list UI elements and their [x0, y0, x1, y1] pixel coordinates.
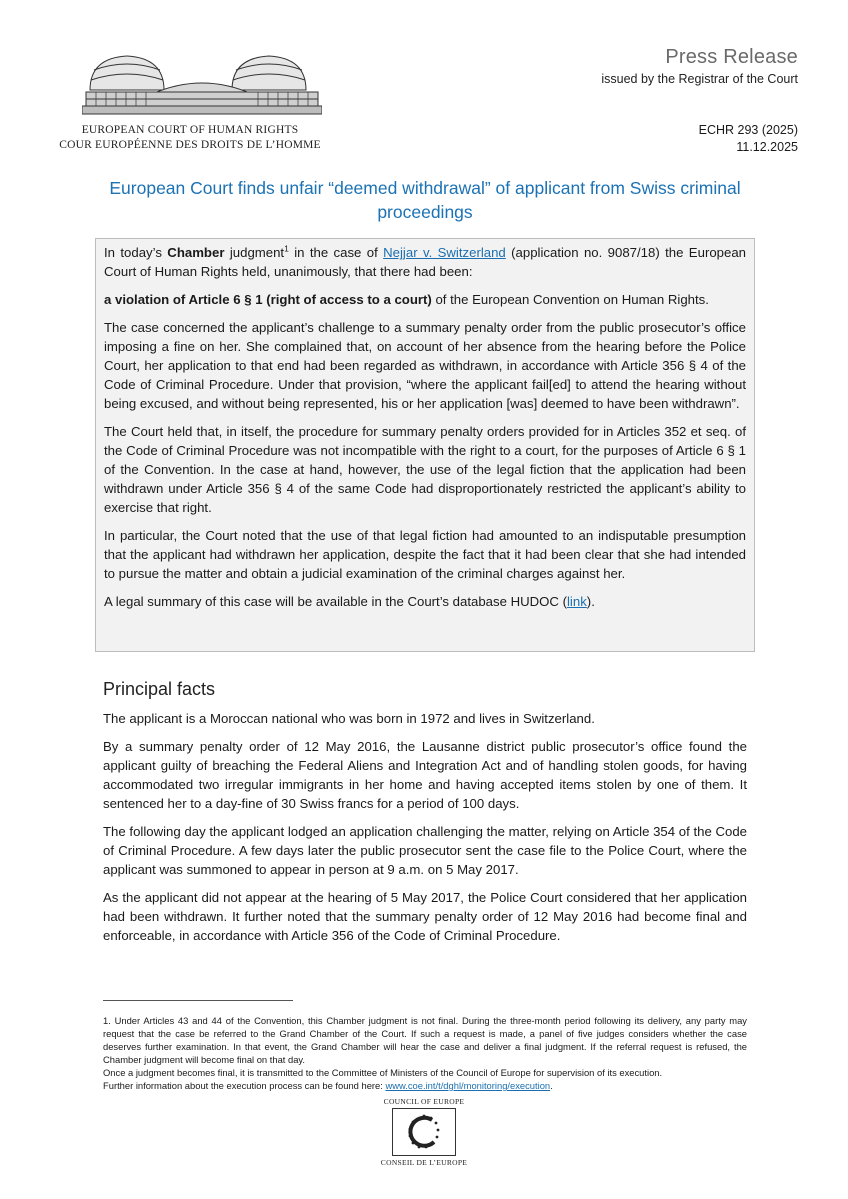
violation-paragraph	[104, 290, 746, 309]
text-run: A legal summary of this case will be available in the Court’s database HUDOC (	[104, 594, 567, 609]
summary-paragraph: The case concerned the applicant’s challenge to a summary penalty order from the public prosecutor’s office imposing a fine on her. She complained that, on account of her absence from the hearing before the Police Court, her application to that end had been regarded as withdrawn, in accordance with Article 356 § 4 of the Code of Criminal Procedure. Under that provision, “where the applicant fail[ed] to attend the hearing without being excused, and without being represented, his or her application [was] deemed to have been withdrawn”.	[104, 320, 746, 411]
summary-paragraph	[104, 243, 746, 281]
facts-paragraph: By a summary penalty order of 12 May 2016, the Lausanne district public prosecutor’s office found the applicant guilty of breaching the Federal Aliens and Integration Act and of handling stolen goods, for having accommodated two irregular immigrants in her home and having accepted items stolen by one of them. It sentenced her to a day-fine of 30 Swiss francs for a period of 100 days.	[103, 739, 747, 811]
text-run: in the case of	[288, 245, 384, 260]
footnote-text: Once a judgment becomes final, it is transmitted to the Committee of Ministers of the Council of Europe for supervision of its execution.	[103, 1067, 663, 1078]
text-run: Further information about the execution process can be found here:	[103, 1080, 386, 1091]
facts-paragraph: The applicant is a Moroccan national who was born in 1972 and lives in Switzerland.	[103, 711, 595, 726]
footnote-text	[103, 1079, 747, 1092]
text-run: .	[550, 1080, 553, 1091]
hudoc-paragraph	[104, 592, 746, 611]
text-run: of the European Convention on Human Rights.	[431, 292, 709, 307]
summary-paragraph: In particular, the Court noted that the use of that legal fiction had amounted to an indisputable presumption that the applicant had withdrawn her application, despite the fact that it had been clear that she had intended to pursue the matter and obtain a judicial examination of the criminal charges against her.	[104, 528, 746, 581]
chamber-label: Chamber	[167, 245, 225, 260]
footnote-text: 1. Under Articles 43 and 44 of the Convention, this Chamber judgment is not final. During the three-month period following its delivery, any party may request that the case be referred to the Grand Chamber of the Court. If such a request is made, a panel of five judges considers whether the case deserves further examination. In that event, the Grand Chamber will hear the case and deliver a final judgment. If the referral request is refused, the Chamber judgment will become final on that day.	[103, 1015, 747, 1065]
summary-box	[95, 238, 755, 652]
text-run: (application no. 9087/18) the European Court of Human Rights held, unanimously, that there had been:	[104, 245, 747, 279]
court-name-french: COUR EUROPÉENNE DES DROITS DE L’HOMME	[59, 139, 321, 151]
text-run: judgment	[224, 245, 285, 260]
press-release-subtitle: issued by the Registrar of the Court	[601, 72, 798, 86]
principal-facts-body	[103, 709, 747, 954]
council-of-europe-label: COUNCIL OF EUROPE	[383, 1097, 465, 1106]
reference-number: ECHR 293 (2025)	[698, 123, 798, 137]
summary-paragraph: The Court held that, in itself, the procedure for summary penalty orders provided for in Articles 352 et seq. of the Code of Criminal Procedure was not incompatible with the right to a court, for the purposes of Article 6 § 1 of the Convention. In the case at hand, however, the use of the legal fiction that the application had been withdrawn under Article 356 § 4 of the same Code had disproportionately restricted the applicant’s ability to exercise that right.	[104, 424, 746, 515]
facts-paragraph: The following day the applicant lodged an application challenging the matter, relying on Article 354 of the Code of Criminal Procedure. A few days later the public prosecutor sent the case file to the Police Court, where the applicant was summoned to appear in person at 9 a.m. on 5 May 2017.	[103, 824, 747, 877]
hudoc-link[interactable]: link	[567, 594, 587, 609]
court-name-english: EUROPEAN COURT OF HUMAN RIGHTS	[81, 124, 299, 136]
council-of-europe-logo	[392, 1108, 456, 1156]
execution-link[interactable]: www.coe.int/t/dghl/monitoring/execution	[385, 1080, 551, 1091]
footnote-divider	[103, 1000, 293, 1001]
release-reference	[699, 122, 798, 156]
release-date: 11.12.2025	[736, 140, 798, 154]
press-release-title: Press Release	[665, 46, 798, 68]
principal-facts-heading: Principal facts	[103, 679, 216, 699]
text-run: ).	[586, 594, 595, 609]
court-building-logo	[82, 50, 322, 122]
headline: European Court finds unfair “deemed withdrawal” of applicant from Swiss criminal proceedings	[109, 178, 741, 222]
footnote-marker[interactable]: 1	[284, 243, 289, 254]
violation-finding: a violation of Article 6 § 1 (right of access to a court)	[104, 292, 432, 307]
case-link[interactable]: Nejjar v. Switzerland	[383, 245, 506, 260]
text-run: In today’s	[104, 245, 168, 260]
footnote	[103, 1014, 747, 1092]
conseil-de-europe-label: CONSEIL DE L’EUROPE	[380, 1158, 468, 1167]
facts-paragraph: As the applicant did not appear at the hearing of 5 May 2017, the Police Court considered that her application had been withdrawn. It further noted that the summary penalty order of 12 May 2016 had become final and enforceable, in accordance with Article 356 of the Code of Criminal Procedure.	[103, 890, 747, 943]
